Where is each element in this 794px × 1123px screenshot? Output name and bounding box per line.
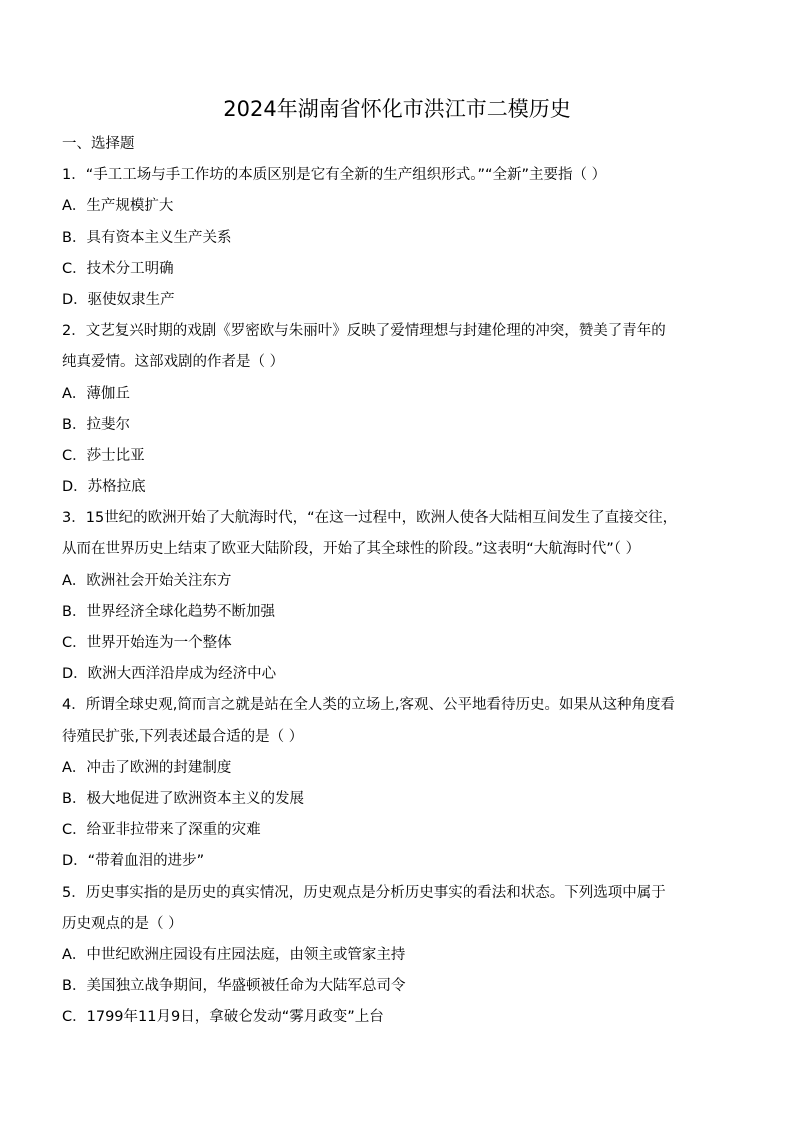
- answer-option-c: C．1799年11月9日，拿破仑发动“雾月政变”上台: [62, 1009, 384, 1026]
- question-stem-continued: 待殖民扩张,下列表述最合适的是（ ）: [62, 728, 304, 745]
- question-3: [62, 503, 732, 690]
- answer-option-a: A．中世纪欧洲庄园设有庄园法庭，由领主或管家主持: [62, 946, 406, 963]
- section-heading: 一、选择题: [62, 136, 135, 152]
- question-4: [62, 690, 732, 877]
- question-stem: 1．“手工工场与手工作坊的本质区别是它有全新的生产组织形式。”“全新”主要指（ ）: [62, 167, 607, 184]
- question-stem: 5．历史事实指的是历史的真实情况，历史观点是分析历史事实的看法和状态。下列选项中属于: [62, 884, 666, 901]
- question-1: [62, 160, 732, 316]
- question-2: [62, 316, 732, 503]
- document-title: 2024年湖南省怀化市洪江市二模历史: [223, 97, 571, 121]
- answer-option-d: D．欧洲大西洋沿岸成为经济中心: [62, 666, 277, 683]
- question-stem-continued: 纯真爱情。这部戏剧的作者是（ ）: [62, 354, 285, 371]
- answer-option-b: B．具有资本主义生产关系: [62, 229, 232, 246]
- answer-option-d: D．驱使奴隶生产: [62, 291, 175, 308]
- question-stem-continued: 历史观点的是（ ）: [62, 915, 183, 932]
- question-stem: 4．所谓全球史观,简而言之就是站在全人类的立场上,客观、公平地看待历史。如果从这种角度看: [62, 697, 675, 714]
- answer-option-a: A．薄伽丘: [62, 385, 130, 402]
- answer-option-b: B．极大地促进了欧洲资本主义的发展: [62, 790, 304, 807]
- answer-option-c: C．给亚非拉带来了深重的灾难: [62, 822, 261, 839]
- answer-option-a: A．生产规模扩大: [62, 198, 174, 215]
- question-stem: 3．15世纪的欧洲开始了大航海时代，“在这一过程中，欧洲人使各大陆相互间发生了直接交往，: [62, 510, 678, 527]
- answer-option-c: C．世界开始连为一个整体: [62, 635, 232, 651]
- answer-option-d: D．“带着血泪的进步”: [62, 853, 205, 870]
- answer-option-b: B．美国独立战争期间，华盛顿被任命为大陆军总司令: [62, 978, 406, 995]
- question-stem-continued: 从而在世界历史上结束了欧亚大陆阶段，开始了其全球性的阶段。”这表明“大航海时代”（ ）: [62, 541, 641, 558]
- answer-option-b: B．世界经济全球化趋势不断加强: [62, 603, 275, 620]
- question-5: [62, 878, 732, 1034]
- answer-option-d: D．苏格拉底: [62, 479, 146, 496]
- answer-option-b: B．拉斐尔: [62, 416, 130, 433]
- answer-option-c: C．技术分工明确: [62, 260, 174, 277]
- document-body: [62, 129, 732, 1033]
- question-stem: 2．文艺复兴时期的戏剧《罗密欧与朱丽叶》反映了爱情理想与封建伦理的冲突，赞美了青年的: [62, 323, 666, 340]
- answer-option-a: A．冲击了欧洲的封建制度: [62, 759, 232, 776]
- answer-option-c: C．莎士比亚: [62, 447, 145, 464]
- answer-option-a: A．欧洲社会开始关注东方: [62, 572, 232, 589]
